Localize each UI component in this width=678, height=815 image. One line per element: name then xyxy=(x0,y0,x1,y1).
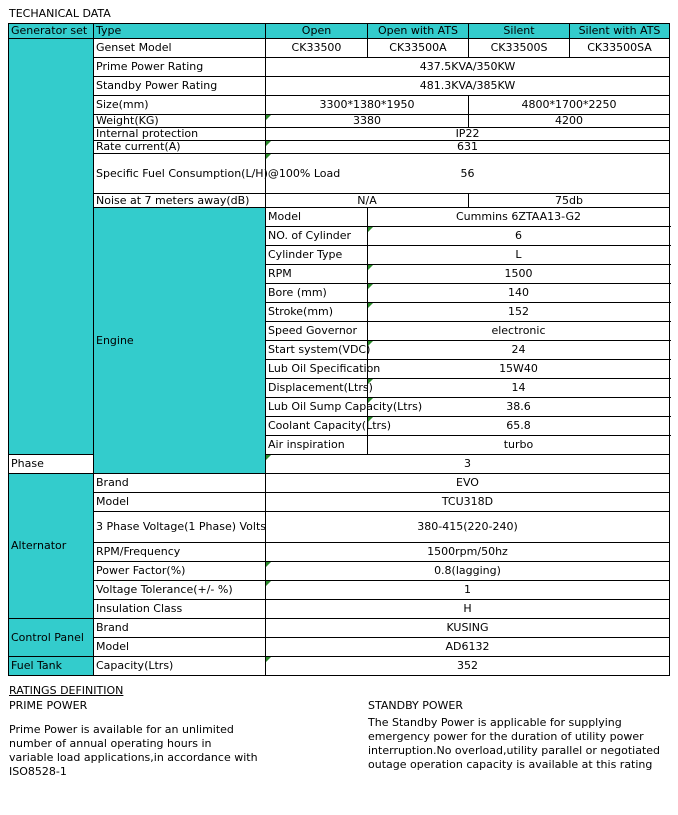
row-value: 14 xyxy=(368,379,670,398)
table-row xyxy=(9,128,670,141)
table-row xyxy=(9,154,670,194)
table-row xyxy=(9,141,670,154)
table-row xyxy=(9,96,670,115)
row-value: 1500 xyxy=(368,265,670,284)
table-header-row xyxy=(9,24,670,39)
row-label: 3 Phase Voltage(1 Phase) Volts xyxy=(94,512,266,543)
row-value: 1500rpm/50hz xyxy=(266,543,670,562)
row-value: EVO xyxy=(266,474,670,493)
row-value: 24 xyxy=(368,341,670,360)
row-value: 437.5KVA/350KW xyxy=(266,58,670,77)
table-row xyxy=(9,619,670,638)
group-control-panel: Control Panel xyxy=(9,619,94,657)
row-value: 352 xyxy=(266,657,670,676)
genset-model-value: CK33500 xyxy=(266,39,368,58)
row-label: Rate current(A) xyxy=(94,141,266,154)
page-title: TECHANICAL DATA xyxy=(9,7,111,20)
row-value: 380-415(220-240) xyxy=(266,512,670,543)
group-engine: Engine xyxy=(94,208,266,474)
row-label: Displacement(Ltrs) xyxy=(266,379,368,398)
row-label: Brand xyxy=(94,619,266,638)
row-label: Size(mm) xyxy=(94,96,266,115)
header-model-silent: Silent xyxy=(469,24,570,39)
row-label: Speed Governor xyxy=(266,322,368,341)
row-value: 75db xyxy=(469,194,670,208)
row-label: Bore (mm) xyxy=(266,284,368,303)
row-label: Air inspiration xyxy=(266,436,368,455)
table-row xyxy=(9,208,670,227)
standby-power-title: STANDBY POWER xyxy=(368,699,463,712)
genset-model-value: CK33500S xyxy=(469,39,570,58)
row-value: 38.6 xyxy=(368,398,670,417)
row-label: Cylinder Type xyxy=(266,246,368,265)
row-value: 631 xyxy=(266,141,670,154)
row-value: AD6132 xyxy=(266,638,670,657)
group-fuel-tank: Fuel Tank xyxy=(9,657,94,676)
table-row xyxy=(9,600,670,619)
row-value: 152 xyxy=(368,303,670,322)
row-label: Model xyxy=(94,493,266,512)
row-value: 56 xyxy=(266,154,670,194)
row-value: 3 xyxy=(266,455,670,474)
table-row xyxy=(9,194,670,208)
table-row xyxy=(9,39,670,58)
technical-data-table xyxy=(8,23,670,676)
row-value: IP22 xyxy=(266,128,670,141)
row-label: Standby Power Rating xyxy=(94,77,266,96)
row-label: Specific Fuel Consumption(L/H)@100% Load xyxy=(94,154,266,194)
table-row xyxy=(9,657,670,676)
row-label: Power Factor(%) xyxy=(94,562,266,581)
header-type: Type xyxy=(94,24,266,39)
row-label: RPM xyxy=(266,265,368,284)
table-row xyxy=(9,493,670,512)
table-row xyxy=(9,77,670,96)
header-model-open: Open xyxy=(266,24,368,39)
row-value: N/A xyxy=(266,194,469,208)
header-model-silent-ats: Silent with ATS xyxy=(570,24,670,39)
row-label: Voltage Tolerance(+/- %) xyxy=(94,581,266,600)
row-label: Prime Power Rating xyxy=(94,58,266,77)
row-value: Cummins 6ZTAA13-G2 xyxy=(368,208,670,227)
row-label: Start system(VDC) xyxy=(266,341,368,360)
table-row xyxy=(9,474,670,493)
row-value: 15W40 xyxy=(368,360,670,379)
table-row xyxy=(9,115,670,128)
table-row xyxy=(9,58,670,77)
row-label: RPM/Frequency xyxy=(94,543,266,562)
row-label: Phase xyxy=(9,455,94,474)
row-label: Internal protection xyxy=(94,128,266,141)
row-label: Lub Oil Sump Capacity(Ltrs) xyxy=(266,398,368,417)
standby-power-text: The Standby Power is applicable for supplying emergency power for the duration of utility power interruption.No overload,utility parallel or negotiated outage operation capacity is available at this rating xyxy=(368,716,661,771)
row-label: Capacity(Ltrs) xyxy=(94,657,266,676)
ratings-definition-heading: RATINGS DEFINITION xyxy=(9,684,124,697)
group-alternator: Alternator xyxy=(9,474,94,619)
row-value: 65.8 xyxy=(368,417,670,436)
table-row xyxy=(9,512,670,543)
group-genset xyxy=(9,39,94,455)
table-row xyxy=(9,543,670,562)
row-value: 140 xyxy=(368,284,670,303)
genset-model-value: CK33500SA xyxy=(570,39,670,58)
header-model-open-ats: Open with ATS xyxy=(368,24,469,39)
table-row xyxy=(9,562,670,581)
table-row xyxy=(9,638,670,657)
row-value: electronic xyxy=(368,322,670,341)
header-generator-set: Generator set xyxy=(9,24,94,39)
row-value: TCU318D xyxy=(266,493,670,512)
row-value: turbo xyxy=(368,436,670,455)
row-label: Insulation Class xyxy=(94,600,266,619)
row-value: 4800*1700*2250 xyxy=(469,96,670,115)
row-label: Noise at 7 meters away(dB) xyxy=(94,194,266,208)
row-value: 3380 xyxy=(266,115,469,128)
row-value: 4200 xyxy=(469,115,670,128)
row-value: L xyxy=(368,246,670,265)
row-value: 0.8(lagging) xyxy=(266,562,670,581)
row-value: 6 xyxy=(368,227,670,246)
table-row xyxy=(9,581,670,600)
row-label: Stroke(mm) xyxy=(266,303,368,322)
genset-model-value: CK33500A xyxy=(368,39,469,58)
row-label: Lub Oil Specification xyxy=(266,360,368,379)
prime-power-text: Prime Power is available for an unlimited number of annual operating hours in variable load applications,in accordance with ISO8528-1 xyxy=(9,723,258,778)
row-value: KUSING xyxy=(266,619,670,638)
row-label: Genset Model xyxy=(94,39,266,58)
row-value: H xyxy=(266,600,670,619)
row-value: 1 xyxy=(266,581,670,600)
row-value: 481.3KVA/385KW xyxy=(266,77,670,96)
row-label: Model xyxy=(266,208,368,227)
row-label: Model xyxy=(94,638,266,657)
row-label: NO. of Cylinder xyxy=(266,227,368,246)
row-label: Coolant Capacity(Ltrs) xyxy=(266,417,368,436)
row-label: Brand xyxy=(94,474,266,493)
row-value: 3300*1380*1950 xyxy=(266,96,469,115)
row-label: Weight(KG) xyxy=(94,115,266,128)
prime-power-title: PRIME POWER xyxy=(9,699,88,712)
